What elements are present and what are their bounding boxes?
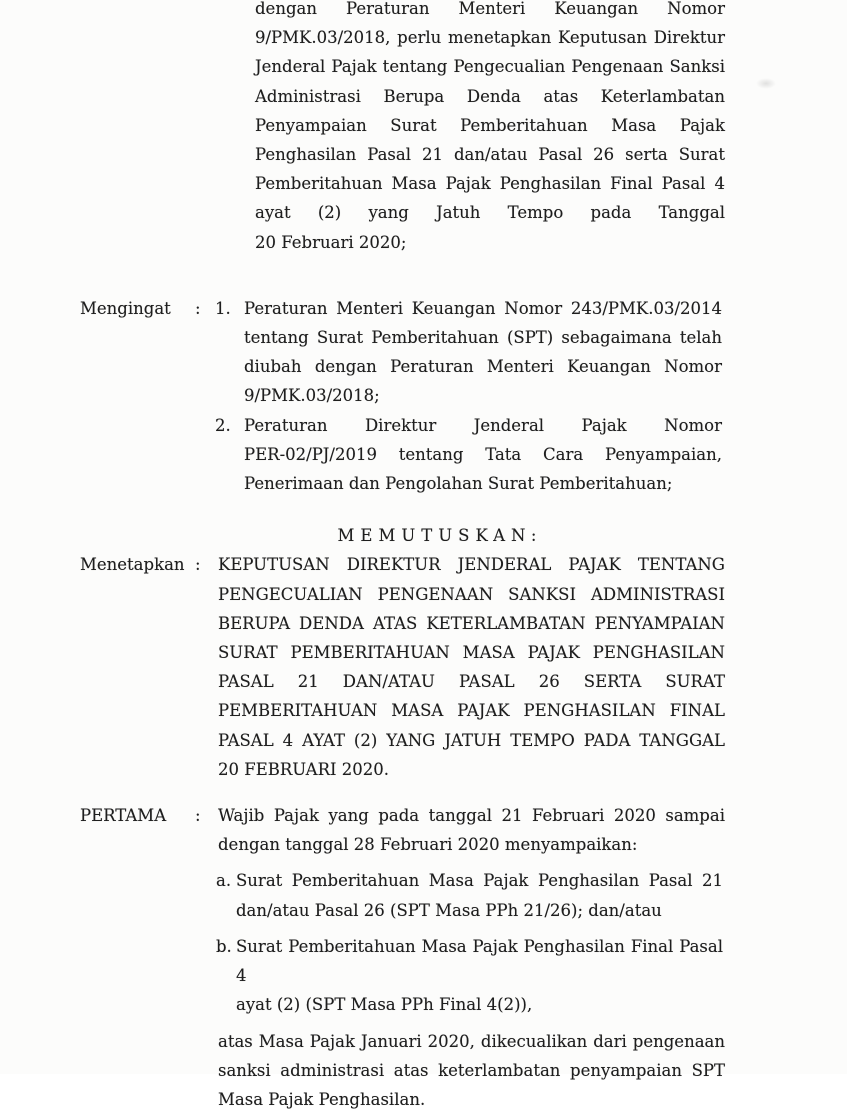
text-line: Jenderal Pajak tentang Pengecualian Pengenaan Sanksi bbox=[255, 57, 725, 77]
text-line: Pemberitahuan Masa Pajak Penghasilan Final Pasal 4 bbox=[255, 174, 725, 194]
text-line: tentang Surat Pemberitahuan (SPT) sebagaimana telah bbox=[244, 328, 722, 348]
text-line: Administrasi Berupa Denda atas Keterlambatan bbox=[255, 86, 725, 106]
mengingat-body bbox=[215, 294, 725, 498]
item-number: 1. bbox=[215, 298, 231, 318]
text-line: dengan tanggal 28 Februari 2020 menyampaikan: bbox=[218, 835, 638, 855]
mengingat-colon: : bbox=[195, 298, 201, 318]
text-line: atas Masa Pajak Januari 2020, dikecualikan dari pengenaan bbox=[218, 1031, 725, 1051]
item-number: 2. bbox=[215, 415, 231, 435]
pertama-item-a bbox=[218, 866, 725, 924]
menetapkan-label: Menetapkan bbox=[80, 555, 185, 575]
text-line: PER-02/PJ/2019 tentang Tata Cara Penyampaian, bbox=[244, 444, 722, 464]
text-line: SURAT PEMBERITAHUAN MASA PAJAK PENGHASILAN bbox=[218, 643, 725, 663]
text-line: PASAL 21 DAN/ATAU PASAL 26 SERTA SURAT bbox=[218, 672, 725, 692]
text-line: 9/PMK.03/2018; bbox=[244, 386, 380, 406]
text-line: KEPUTUSAN DIREKTUR JENDERAL PAJAK TENTANG bbox=[218, 555, 725, 575]
item-text bbox=[244, 294, 722, 411]
text-line: dengan Peraturan Menteri Keuangan Nomor bbox=[255, 0, 725, 18]
pertama-body bbox=[218, 801, 725, 1114]
text-line: 20 Februari 2020; bbox=[255, 232, 407, 252]
scan-smudge-artifact bbox=[756, 78, 776, 89]
text-line: BERUPA DENDA ATAS KETERLAMBATAN PENYAMPAIAN bbox=[218, 613, 725, 633]
text-line: Surat Pemberitahuan Masa Pajak Penghasilan Pasal 21 bbox=[236, 871, 723, 891]
pertama-section bbox=[80, 801, 725, 1114]
text-line: Peraturan Menteri Keuangan Nomor 243/PMK.03/2014 bbox=[244, 298, 722, 318]
text-line: PENGECUALIAN PENGENAAN SANKSI ADMINISTRASI bbox=[218, 584, 725, 604]
item-letter: b. bbox=[216, 936, 232, 956]
text-line: Surat Pemberitahuan Masa Pajak Penghasilan Final Pasal 4 bbox=[236, 936, 723, 986]
text-line: PEMBERITAHUAN MASA PAJAK PENGHASILAN FINAL bbox=[218, 701, 725, 721]
pertama-item-b bbox=[218, 932, 725, 1020]
text-line: ayat (2) yang Jatuh Tempo pada Tanggal bbox=[255, 203, 725, 223]
text-line: Peraturan Direktur Jenderal Pajak Nomor bbox=[244, 415, 722, 435]
text-line: dan/atau Pasal 26 (SPT Masa PPh 21/26); dan/atau bbox=[236, 900, 662, 920]
menetapkan-body bbox=[218, 550, 725, 784]
menetapkan-colon: : bbox=[195, 555, 201, 575]
opening-clause-paragraph bbox=[255, 0, 725, 257]
memutuskan-heading: MEMUTUSKAN: bbox=[337, 526, 543, 546]
text-line: ayat (2) (SPT Masa PPh Final 4(2)), bbox=[236, 995, 533, 1015]
text-line: PASAL 4 AYAT (2) YANG JATUH TEMPO PADA TANGGAL bbox=[218, 730, 725, 750]
text-line: 9/PMK.03/2018, perlu menetapkan Keputusan Direktur bbox=[255, 28, 725, 48]
mengingat-label: Mengingat bbox=[80, 298, 171, 318]
item-text bbox=[236, 866, 723, 924]
legal-basis-item-1 bbox=[215, 294, 725, 411]
text-line: sanksi administrasi atas keterlambatan penyampaian SPT bbox=[218, 1060, 725, 1080]
text-line: Penerimaan dan Pengolahan Surat Pemberitahuan; bbox=[244, 474, 673, 494]
pertama-closing-paragraph bbox=[218, 1027, 725, 1115]
pertama-colon: : bbox=[195, 806, 201, 826]
item-letter: a. bbox=[216, 871, 232, 891]
text-line: Wajib Pajak yang pada tanggal 21 Februari 2020 sampai bbox=[218, 806, 725, 826]
menetapkan-section bbox=[80, 550, 725, 784]
pertama-label: PERTAMA bbox=[80, 806, 167, 826]
pertama-intro-paragraph bbox=[218, 801, 725, 859]
text-line: diubah dengan Peraturan Menteri Keuangan Nomor bbox=[244, 357, 722, 377]
text-line: Penghasilan Pasal 21 dan/atau Pasal 26 serta Surat bbox=[255, 145, 725, 165]
legal-basis-item-2 bbox=[215, 411, 725, 499]
text-line: Penyampaian Surat Pemberitahuan Masa Pajak bbox=[255, 115, 725, 135]
item-text bbox=[244, 411, 722, 499]
text-line: 20 FEBRUARI 2020. bbox=[218, 759, 390, 779]
item-text bbox=[236, 932, 723, 1020]
text-line: Masa Pajak Penghasilan. bbox=[218, 1089, 426, 1109]
mengingat-section bbox=[80, 294, 725, 498]
